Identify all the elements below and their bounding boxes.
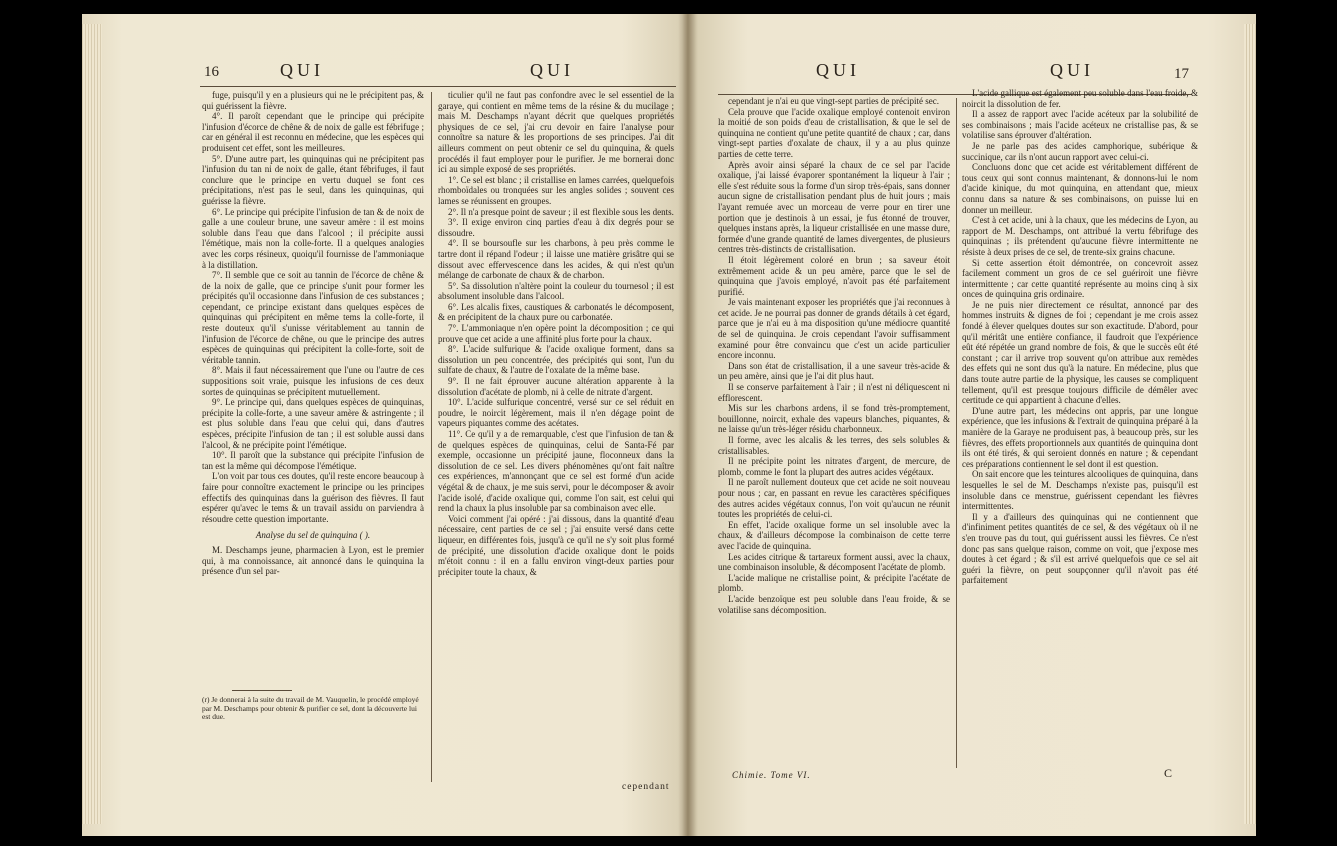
paragraph: 6°. Les alcalis fixes, caustiques & carbonatés le décomposent, & en précipitent de la chaux pure ou carbonatée. [438, 301, 674, 323]
paragraph: 6°. Le principe qui précipite l'infusion de tan & de noix de galle a une couleur brune, une saveur amère : il est moins soluble dans l'eau que dans l'alcool ; il précipite aussi l'émétique, mais non la colle-forte. Il a quelques analogies avec les corps résineux, quoiqu'il fournisse de l'ammoniaque à la distillation. [202, 206, 424, 270]
paragraph: Je vais maintenant exposer les propriétés que j'ai reconnues à cet acide. Je ne pourrai pas donner de grands détails à cet égard, parce que je n'ai eu à ma disposition qu'une médiocre quantité de sel de quinquina. Je crois cependant l'avoir suffisamment examiné pour être convaincu que c'est un acide particulier encore inconnu. [718, 297, 950, 361]
paragraph: 3°. Il exige environ cinq parties d'eau à dix degrés pour se dissoudre. [438, 217, 674, 238]
paragraph: L'acide benzoïque est peu soluble dans l'eau froide, & se volatilise sans décomposition. [718, 593, 950, 615]
footnote-rule [232, 690, 292, 691]
open-book [82, 14, 1256, 836]
paragraph: ticulier qu'il ne faut pas confondre avec le sel essentiel de la garaye, qui contient en même tems de la résine & du mucilage ; mais M. Deschamps n'ayant décrit que quelques propriétés physiques de ce sel, j'ai cru devoir en faire l'analyse pour connoître sa nature & les proportions de ses principes. J'ai dit ailleurs comment on peut obtenir ce sel du quinquina, & quels procédés il faut employer pour le purifier. Je me bornerai donc ici au simple exposé de ses propriétés. [438, 90, 674, 175]
paragraph: 1°. Ce sel est blanc ; il cristallise en lames carrées, quelquefois rhomboïdales ou tronquées sur les angles solides ; souvent ces lames se réunissent en groupes. [438, 174, 674, 206]
paragraph: L'on voit par tous ces doutes, qu'il reste encore beaucoup à faire pour connoître exactement le principe ou les principes effectifs des quinquinas dans la guérison des fièvres. Il faut espérer qu'avec le tems & un travail assidu on parviendra à résoudre cette question importante. [202, 471, 424, 524]
left-page [82, 14, 688, 836]
page-edges [1244, 24, 1256, 824]
paragraph: Concluons donc que cet acide est véritablement différent de tous ceux qui sont connus maintenant, & donnons-lui le nom d'acide kinique, du mot quinquina, en attendant que, mieux connu dans sa nature & ses combinaisons, on puisse lui en donner un meilleur. [962, 162, 1198, 215]
running-head-right-col1: QUI [816, 60, 860, 80]
paragraph: 10°. Il paroît que la substance qui précipite l'infusion de tan est la même qui décompose l'émétique. [202, 450, 424, 471]
column-divider-left [431, 92, 432, 782]
signature-line: Chimie. Tome VI. [732, 770, 811, 780]
paragraph: Il ne paroît nullement douteux que cet acide ne soit nouveau pour nous ; car, en passant en revue les caractères spécifiques des autres acides végétaux connus, l'on voit qu'aucun ne réunit toutes les propriétés de celui-ci. [718, 477, 950, 520]
paragraph: Il a assez de rapport avec l'acide acéteux par la solubilité de ses combinaisons ; mais l'acide acéteux ne cristallise pas, & se volatilise sans éprouver d'altération. [962, 109, 1198, 141]
paragraph: 10°. L'acide sulfurique concentré, versé sur ce sel réduit en poudre, le noircit légèrement, mais il n'en dégage point de vapeurs piquantes comme des acétates. [438, 397, 674, 429]
paragraph: L'acide gallique est également peu soluble dans l'eau froide, & noircit la dissolution de fer. [962, 88, 1198, 109]
paragraph: 4°. Il paroît cependant que le principe qui précipite l'infusion d'écorce de chêne & de noix de galle est fébrifuge ; car en général il est reconnu en médecine, que les espèces qui produisent cet effet, sont les meilleures. [202, 111, 424, 153]
paragraph: L'acide malique ne cristallise point, & précipite l'acétate de plomb. [718, 572, 950, 594]
paragraph: Cela prouve que l'acide oxalique employé contenoit environ la moitié de son poids d'eau de cristallisation, & que le sel de quinquina ne contient qu'une petite quantité de chaux ; car, dans vingt-sept parties d'oxalate de chaux, il y a au plus quinze parties de cette terre. [718, 106, 950, 159]
paragraph: 9°. Le principe qui, dans quelques espèces de quinquinas, précipite la colle-forte, a une saveur amère & astringente ; il est plus soluble dans l'eau que celui qui, dans d'autres espèces, précipite l'infusion de tan ; il est soluble aussi dans l'alcool, & ne précipite point l'émétique. [202, 397, 424, 450]
catchword: cependant [622, 782, 670, 792]
running-head-right-col2: QUI [1050, 60, 1094, 80]
paragraph: Après avoir ainsi séparé la chaux de ce sel par l'acide oxalique, j'ai laissé évaporer spontanément la liqueur à l'air ; elle s'est réduite sous la forme d'un sirop très-épais, sans donner aucun signe de cristallisation pendant plus de huit jours ; mais l'ayant remuée avec un morceau de verre pour en tirer une portion que je destinois à un essai, je fus étonné de trouver, quelques instans après, la liqueur cristallisée en une masse dure, formée d'une grande quantité de lames divergentes, de plusieurs centres très-distincts de cristallisation. [718, 159, 950, 255]
column-divider-right [956, 98, 957, 768]
left-column-1 [202, 90, 424, 670]
paragraph: C'est à cet acide, uni à la chaux, que les médecins de Lyon, au rapport de M. Deschamps, ont attribué la vertu fébrifuge des quinquinas ; ils prétendent qu'aucune fièvre intermittente ne résiste à deux prises de ce sel, de trente-six grains chacune. [962, 215, 1198, 257]
paragraph: Mis sur les charbons ardens, il se fond très-promptement, bouillonne, noircit, exhale des vapeurs blanches, piquantes, & ne laisse qu'un très-léger résidu charbonneux. [718, 403, 950, 435]
paragraph: Il forme, avec les alcalis & les terres, des sels solubles & cristallisables. [718, 435, 950, 456]
paragraph: 5°. D'une autre part, les quinquinas qui ne précipitent pas l'infusion du tan ni de noix de galle, étant fébrifuges, il faut conclure que le principe en vertu duquel se font ces précipitations, n'est pas le seul, dans les quinquinas, qui guérisse la fièvre. [202, 153, 424, 206]
page-edges [82, 24, 102, 824]
paragraph: Il ne précipite point les nitrates d'argent, de mercure, de plomb, comme le font la plupart des autres acides végétaux. [718, 456, 950, 477]
paragraph: Dans son état de cristallisation, il a une saveur très-acide & un peu amère, ainsi que je l'ai dit plus haut. [718, 360, 950, 382]
paragraph: D'une autre part, les médecins ont appris, par une longue expérience, que les infusions & l'extrait de quinquina préparé à la manière de la Garaye ne produisent pas, à beaucoup près, sur les fièvres, des effets proportionnels aux quantités de quinquina dont ils ont été tirés, & qui seroient donnés en nature ; & cependant ces préparations contiennent le sel dont il est question. [962, 405, 1198, 469]
paragraph: Je ne puis nier directement ce résultat, annoncé par des hommes instruits & dignes de foi ; cependant je me crois assez fondé à élever quelques doutes sur son exactitude. D'abord, pour qu'il méritât une entière confiance, il faudroit que l'expérience eût été répétée un grand nombre de fois, & que le succès eût été constant ; car il arrive trop souvent qu'on attribue aux remèdes des effets qui ne sont dus qu'à la nature. En médecine, plus que dans toute autre partie de la physique, les causes se compliquent tellement, qu'il est presque toujours difficile de démêler avec certitude ce qui appartient à chacune d'elles. [962, 299, 1198, 406]
running-head-left-col1: QUI [280, 60, 324, 80]
paragraph: 5°. Sa dissolution n'altère point la couleur du tournesol ; il est absolument insoluble dans l'alcool. [438, 280, 674, 302]
paragraph: 11°. Ce qu'il y a de remarquable, c'est que l'infusion de tan & de quelques espèces de quinquinas, celui de Santa-Fé par exemple, occasionne un précipité jaune, floconneux dans la dissolution de ce sel. Les divers phénomènes qu'ont fait naître ces expériences, m'annonçant que ce sel est formé d'un acide végétal & de chaux, je me suis servi, pour le décomposer & avoir l'acide isolé, d'acide oxalique qui, comme l'on sait, est celui qui rend la chaux la plus insoluble par sa combinaison avec elle. [438, 429, 674, 514]
paragraph: Il étoit légèrement coloré en brun ; sa saveur étoit extrêmement acide & un peu amère, parce que le sel de quinquina que j'avois employé, n'avoit pas été parfaitement purifié. [718, 254, 950, 297]
book-gutter [678, 14, 698, 836]
paragraph: 7°. Il semble que ce soit au tannin de l'écorce de chêne & de la noix de galle, que ce principe s'unit pour former les précipités qu'il occasionne dans l'infusion de ces substances ; cependant, ce principe existant dans quelques espèces de quinquinas qui précipitent en même tems la colle-forte, il reste douteux qu'il s'unisse véritablement au tannin de l'infusion de l'écorce de chêne, ou que le principe des autres espèces de quinquinas qui précipitent la colle-forte, soit de véritable tannin. [202, 270, 424, 365]
paragraph: Il y a d'ailleurs des quinquinas qui ne contiennent que d'infiniment petites quantités de ce sel, & des végétaux où il ne s'en trouve pas du tout, qui guérissent aussi les fièvres. Ce n'est donc pas sans quelque raison, comme on voit, que j'expose mes doutes à cet égard ; & s'il est arrivé quelquefois que ce sel ait guéri la fièvre, on peut soupçonner qu'il n'avoit pas été parfaitement [962, 511, 1198, 586]
header-rule-left [200, 86, 676, 87]
paragraph: M. Deschamps jeune, pharmacien à Lyon, est le premier qui, à ma connoissance, ait annoncé dans le quinquina la présence d'un sel par- [202, 544, 424, 577]
paragraph: 7°. L'ammoniaque n'en opère point la décomposition ; ce qui prouve que cet acide a une affinité plus forte pour la chaux. [438, 323, 674, 344]
paragraph: Il se conserve parfaitement à l'air ; il n'est ni déliquescent ni efflorescent. [718, 382, 950, 403]
signature-letter: C [1164, 766, 1173, 780]
paragraph: 4°. Il se boursoufle sur les charbons, à peu près comme le tartre dont il répand l'odeur ; il laisse une matière grisâtre qui se dissout avec effervescence dans les acides, & qui n'est qu'un mélange de carbonate de chaux & de charbon. [438, 238, 674, 281]
page-number-right: 17 [1174, 66, 1189, 82]
paragraph: 9°. Il ne fait éprouver aucune altération apparente à la dissolution d'acétate de plomb, ni à celle de nitrate d'argent. [438, 376, 674, 397]
paragraph: Si cette assertion étoit démontrée, on concevroit assez facilement comment un gros de ce sel guériroit une fièvre intermittente ; car cette quantité représente au moins cinq à six onces de quinquina gris ordinaire. [962, 257, 1198, 300]
section-heading: Analyse du sel de quinquina ( ). [255, 530, 371, 541]
paragraph: fuge, puisqu'il y en a plusieurs qui ne le précipitent pas, & qui guérissent la fièvre. [202, 90, 424, 111]
left-column-2 [438, 90, 674, 778]
paragraph: Les acides citrique & tartareux forment aussi, avec la chaux, une combinaison insoluble, & décomposent l'acétate de plomb. [718, 551, 950, 573]
paragraph: 8°. Mais il faut nécessairement que l'une ou l'autre de ces suppositions soit vraie, puisque les infusions de ces deux sortes de quinquinas se précipitent mutuellement. [202, 365, 424, 397]
running-head-left-col2: QUI [530, 60, 574, 80]
paragraph: cependant je n'ai eu que vingt-sept parties de précipité sec. [728, 96, 940, 106]
right-column-2 [962, 88, 1198, 764]
paragraph: On sait encore que les teintures alcooliques de quinquina, dans lesquelles le sel de M. Deschamps n'existe pas, puisqu'il est insoluble dans ce menstrue, guérissent cependant les fièvres intermittentes. [962, 469, 1198, 512]
paragraph: En effet, l'acide oxalique forme un sel insoluble avec la chaux, & d'ailleurs décompose la combinaison de cette terre avec l'acide de quinquina. [718, 519, 950, 551]
page-number-left: 16 [204, 64, 219, 80]
paragraph: Je ne parle pas des acides camphorique, subérique & succinique, car ils n'ont aucun rapport avec celui-ci. [962, 140, 1198, 162]
paragraph: 2°. Il n'a presque point de saveur ; il est flexible sous les dents. [448, 206, 674, 217]
paragraph: 8°. L'acide sulfurique & l'acide oxalique forment, dans sa dissolution un peu concentrée, des précipités qui sont, l'un du sulfate de chaux, & l'autre de l'oxalate de la même base. [438, 344, 674, 376]
right-column-1 [718, 96, 950, 764]
right-page [688, 14, 1256, 836]
paragraph: Voici comment j'ai opéré : j'ai dissous, dans la quantité d'eau nécessaire, cent parties de ce sel ; j'ai ensuite versé dans cette liqueur, en différentes fois, jusqu'à ce qu'il ne s'y soit plus formé de précipité, une dissolution d'acide oxalique dont le poids m'étoit connu : il en a fallu environ vingt-deux parties pour précipiter toute la chaux, & [438, 513, 674, 577]
footnote: (r) Je donnerai à la suite du travail de M. Vauquelin, le procédé employé par M. Deschamps pour obtenir & purifier ce sel, dont la découverte lui est due. [202, 695, 419, 722]
